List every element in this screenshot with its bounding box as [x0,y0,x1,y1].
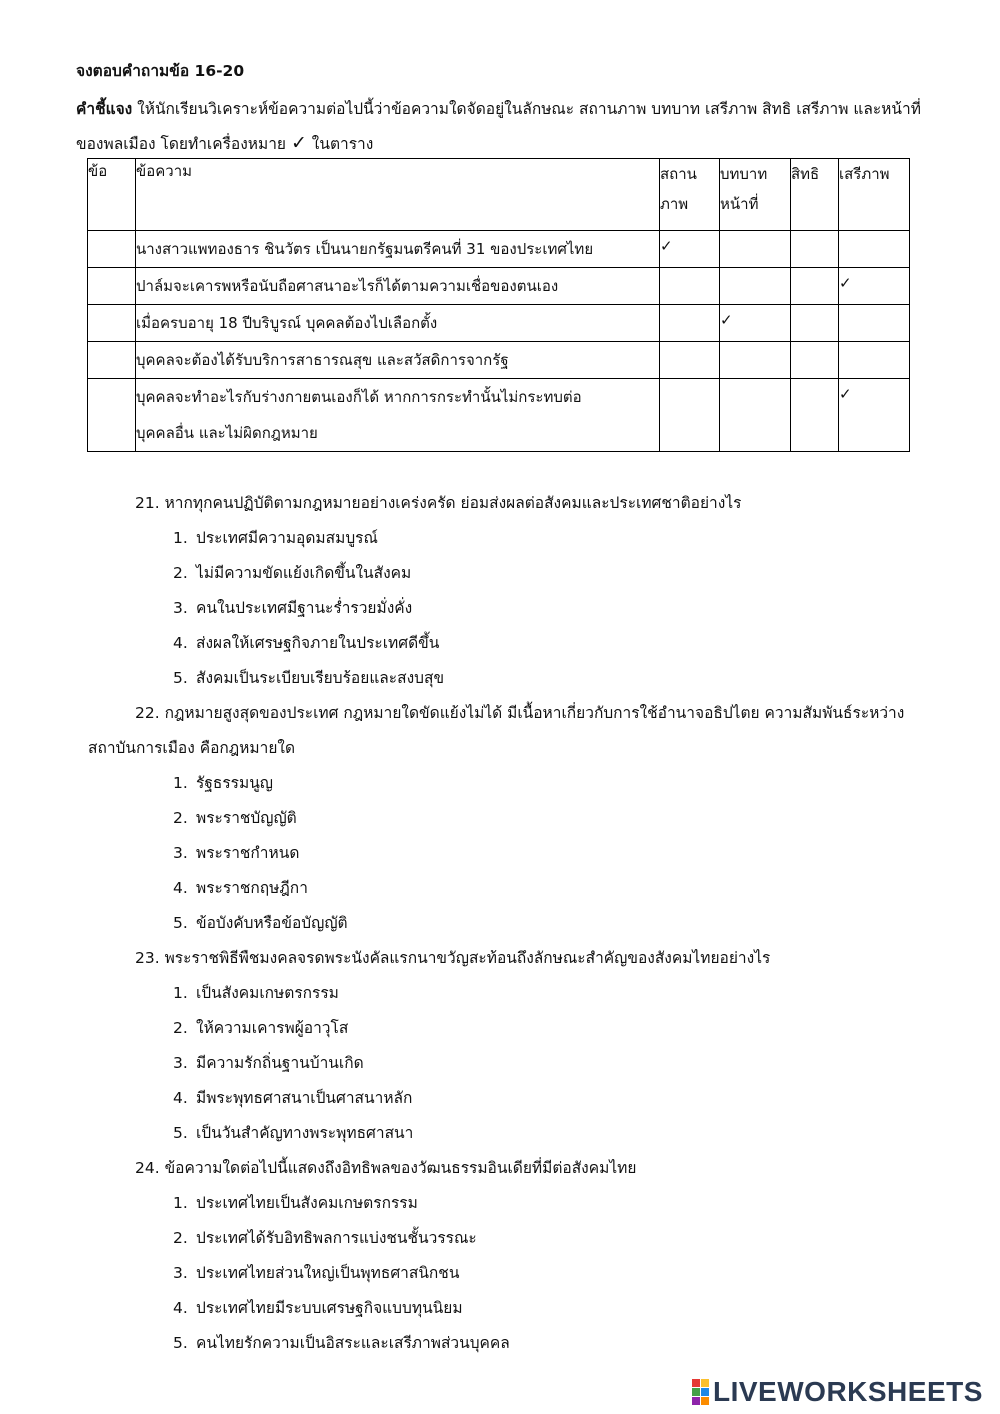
right-check-cell[interactable] [791,379,839,452]
liberty-check-cell[interactable] [839,231,910,268]
table-row [88,342,910,379]
section-heading: จงตอบคำถามข้อ 16-20 [76,62,245,80]
answer-option[interactable]: 3. มีความรักถิ่นฐานบ้านเกิด [173,1054,364,1072]
question-stem: 22. กฎหมายสูงสุดของประเทศ กฎหมายใดขัดแย้งไม่ได้ มีเนื้อหาเกี่ยวกับการใช้อำนาจอธิปไตย ความสัมพันธ์ระหว่างสถาบันการเมือง คือกฎหมายใด [88,704,905,757]
question-22 [88,696,948,941]
right-check-cell[interactable] [791,268,839,305]
checkmark-icon: ✓ [290,132,307,154]
statement-cell: ปาล์มจะเคารพหรือนับถือศาสนาอะไรก็ได้ตามความเชื่อของตนเอง [136,268,660,305]
header-no: ข้อ [88,159,136,231]
answer-option[interactable]: 3. ประเทศไทยส่วนใหญ่เป็นพุทธศาสนิกชน [173,1264,460,1282]
statement-cell: บุคคลจะทำอะไรกับร่างกายตนเองก็ได้ หากการกระทำนั้นไม่กระทบต่อ บุคคลอื่น และไม่ผิดกฎหมาย [136,379,660,452]
status-check-cell[interactable] [660,342,720,379]
answer-option[interactable]: 4. มีพระพุทธศาสนาเป็นศาสนาหลัก [173,1089,413,1107]
answer-option[interactable]: 2. ให้ความเคารพผู้อาวุโส [173,1019,349,1037]
table-row [88,379,910,452]
answer-option[interactable]: 5. สังคมเป็นระเบียบเรียบร้อยและสงบสุข [173,669,445,687]
status-check-cell[interactable] [660,379,720,452]
header-status: สถาน ภาพ [660,159,720,231]
status-check-cell[interactable] [660,305,720,342]
question-21 [88,486,948,696]
header-statement: ข้อความ [136,159,660,231]
statement-cell: เมื่อครบอายุ 18 ปีบริบูรณ์ บุคคลต้องไปเลือกตั้ง [136,305,660,342]
liberty-check-cell[interactable] [839,342,910,379]
row-number-cell[interactable] [88,268,136,305]
question-list [88,486,948,1361]
role-check-cell[interactable]: ✓ [720,305,791,342]
logo-text: LIVEWORKSHEETS [713,1376,983,1407]
row-number-cell[interactable] [88,305,136,342]
question-23 [88,941,948,1151]
question-stem: 23. พระราชพิธีพืชมงคลจรดพระนังคัลแรกนาขวัญสะท้อนถึงลักษณะสำคัญของสังคมไทยอย่างไร [135,949,771,967]
role-check-cell[interactable] [720,342,791,379]
statement-cell: นางสาวแพทองธาร ชินวัตร เป็นนายกรัฐมนตรีคนที่ 31 ของประเทศไทย [136,231,660,268]
answer-option[interactable]: 5. คนไทยรักความเป็นอิสระและเสรีภาพส่วนบุคคล [173,1334,510,1352]
status-check-cell[interactable] [660,268,720,305]
table-row [88,231,910,268]
liberty-check-cell[interactable]: ✓ [839,379,910,452]
logo-blocks-icon [692,1379,709,1405]
instruction-label: คำชี้แจง [76,100,133,118]
question-stem: 24. ข้อความใดต่อไปนี้แสดงถึงอิทธิพลของวัฒนธรรมอินเดียที่มีต่อสังคมไทย [135,1159,637,1177]
answer-option[interactable]: 1. รัฐธรรมนูญ [173,774,274,792]
answer-option[interactable]: 3. คนในประเทศมีฐานะร่ำรวยมั่งคั่ง [173,599,413,617]
answer-option[interactable]: 4. พระราชกฤษฎีกา [173,879,308,897]
answer-table [87,158,910,452]
question-stem: 21. หากทุกคนปฏิบัติตามกฎหมายอย่างเคร่งครัด ย่อมส่งผลต่อสังคมและประเทศชาติอย่างไร [135,494,742,512]
header-role: บทบาท หน้าที่ [720,159,791,231]
answer-option[interactable]: 2. พระราชบัญญัติ [173,809,297,827]
answer-option[interactable]: 5. เป็นวันสำคัญทางพระพุทธศาสนา [173,1124,414,1142]
row-number-cell[interactable] [88,379,136,452]
statement-cell: บุคคลจะต้องได้รับบริการสาธารณสุข และสวัสดิการจากรัฐ [136,342,660,379]
header-liberty: เสรีภาพ [839,159,910,231]
header-right: สิทธิ [791,159,839,231]
instruction-paragraph [76,92,948,161]
instruction-text: ให้นักเรียนวิเคราะห์ข้อความต่อไปนี้ว่าข้อความใดจัดอยู่ในลักษณะ สถานภาพ บทบาท เสรีภาพ สิทธิ เสรีภาพ และหน้าที่ของพลเมือง โดยทำเครื่องหมาย [76,100,921,153]
answer-option[interactable]: 2. ประเทศได้รับอิทธิพลการแบ่งชนชั้นวรรณะ [173,1229,477,1247]
status-check-cell[interactable]: ✓ [660,231,720,268]
role-check-cell[interactable] [720,231,791,268]
liveworksheets-logo [692,1376,983,1408]
question-24 [88,1151,948,1361]
answer-option[interactable]: 5. ข้อบังคับหรือข้อบัญญัติ [173,914,348,932]
answer-option[interactable]: 4. ส่งผลให้เศรษฐกิจภายในประเทศดีขึ้น [173,634,440,652]
right-check-cell[interactable] [791,305,839,342]
answer-option[interactable]: 4. ประเทศไทยมีระบบเศรษฐกิจแบบทุนนิยม [173,1299,463,1317]
role-check-cell[interactable] [720,379,791,452]
row-number-cell[interactable] [88,342,136,379]
liberty-check-cell[interactable] [839,305,910,342]
table-row [88,268,910,305]
row-number-cell[interactable] [88,231,136,268]
table-header-row [88,159,910,231]
instruction-text-end: ในตาราง [306,135,374,153]
role-check-cell[interactable] [720,268,791,305]
answer-option[interactable]: 1. เป็นสังคมเกษตรกรรม [173,984,339,1002]
right-check-cell[interactable] [791,231,839,268]
liberty-check-cell[interactable]: ✓ [839,268,910,305]
right-check-cell[interactable] [791,342,839,379]
answer-option[interactable]: 1. ประเทศไทยเป็นสังคมเกษตรกรรม [173,1194,418,1212]
table-row [88,305,910,342]
answer-option[interactable]: 2. ไม่มีความขัดแย้งเกิดขึ้นในสังคม [173,564,412,582]
answer-option[interactable]: 1. ประเทศมีความอุดมสมบูรณ์ [173,529,378,547]
answer-option[interactable]: 3. พระราชกำหนด [173,844,300,862]
